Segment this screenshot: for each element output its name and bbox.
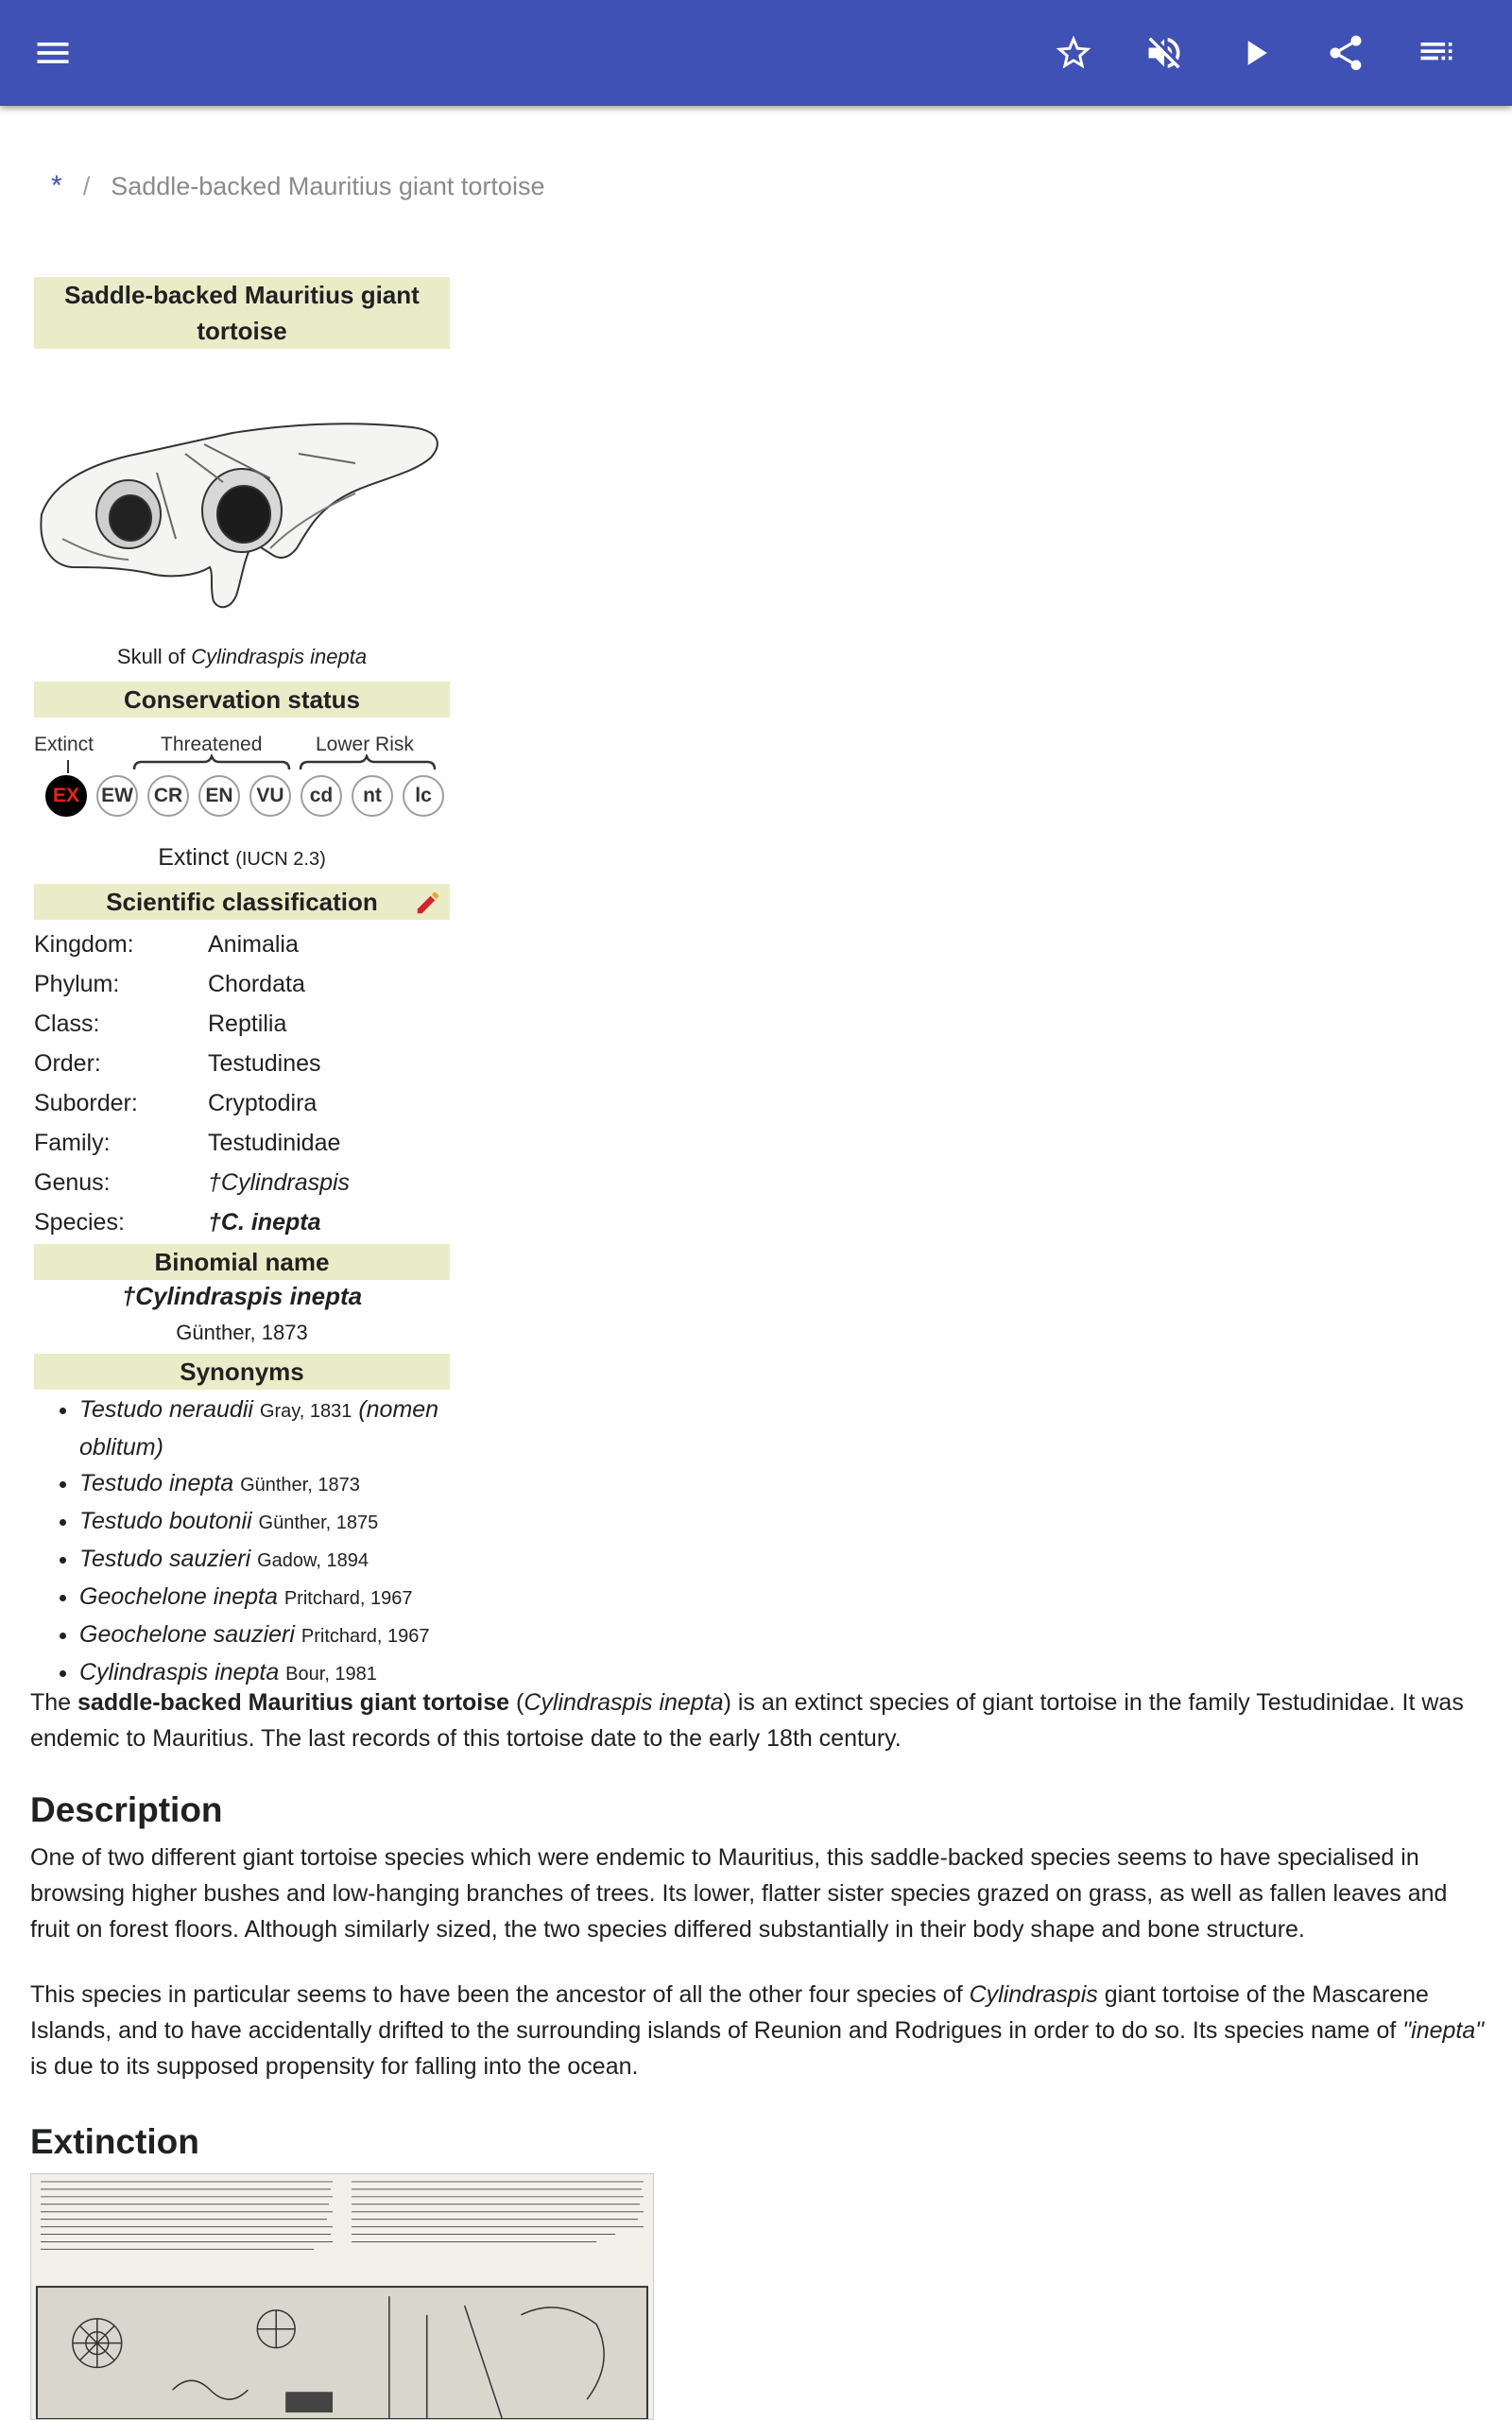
star-icon — [1053, 32, 1094, 74]
conservation-status-text — [34, 844, 450, 872]
intro-text: The — [30, 1689, 78, 1716]
app-bar — [0, 0, 1512, 106]
intro-paragraph — [30, 1685, 1486, 1756]
status-nt[interactable]: nt — [352, 775, 393, 817]
taxonomy-row-kingdom — [34, 925, 450, 964]
synonyms-header: Synonyms — [34, 1354, 450, 1390]
para-text: giant tortoise of the Mascarene Islands, and to have accidentally drifted to the surrounding islands of Reunion and Rodrigues in order to do so. Its species name of — [30, 1981, 1429, 2044]
conservation-status-header: Conservation status — [34, 682, 450, 717]
list-item — [79, 1465, 495, 1503]
caption-species: Cylindraspis inepta — [191, 645, 368, 668]
row-value-link[interactable]: Animalia — [208, 931, 299, 958]
synonym-authority: Pritchard, 1967 — [284, 1588, 413, 1609]
breadcrumb-separator: / — [82, 172, 91, 200]
taxonomy-row-class — [34, 1004, 450, 1044]
row-value-link[interactable]: Cryptodira — [208, 1090, 318, 1116]
synonym-authority: Günther, 1873 — [240, 1475, 360, 1495]
status-ew[interactable]: EW — [96, 775, 138, 817]
row-key: Family: — [34, 1130, 111, 1156]
share-icon — [1325, 32, 1366, 74]
taxonomy-row-order — [34, 1044, 450, 1083]
description-paragraph-1: One of two different giant tortoise species which were endemic to Mauritius, this saddle-backed species seems to have specialised in browsing higher bushes and low-hanging branches of trees. Its lower, flatter sister species grazed on grass, as well as fallen leaves and fruit on forest floors. Although similarly sized, the two species differed substantially in their body shape and bone structure. — [30, 1844, 1448, 1943]
binomial-header: Binomial name — [34, 1244, 450, 1280]
synonym-authority: Pritchard, 1967 — [301, 1626, 430, 1647]
synonym-authority: Gadow, 1894 — [257, 1550, 369, 1571]
para-text: This species in particular seems to have been the ancestor of all the other four species of — [30, 1981, 970, 2008]
row-key: Genus: — [34, 1169, 111, 1196]
breadcrumb-home-link[interactable]: * — [51, 170, 62, 201]
row-key: Suborder: — [34, 1090, 138, 1116]
synonym-name: Testudo sauzieri — [79, 1546, 251, 1572]
status-value: Extinct — [158, 844, 230, 871]
row-key: Order: — [34, 1050, 101, 1077]
breadcrumb-current: Saddle-backed Mauritius giant tortoise — [111, 172, 545, 200]
row-value-link[interactable]: Chordata — [208, 971, 305, 997]
taxonomy-row-suborder — [34, 1083, 450, 1123]
binomial-name: †Cylindraspis inepta — [121, 1282, 363, 1310]
image-caption — [34, 645, 450, 669]
row-key: Species: — [34, 1209, 125, 1236]
intro-bold-name: saddle-backed Mauritius giant tortoise — [77, 1689, 510, 1716]
synonym-note: (nomen oblitum) — [79, 1396, 439, 1461]
mute-button[interactable] — [1136, 25, 1193, 81]
synonym-name: Geochelone sauzieri — [79, 1621, 295, 1648]
row-value: †C. inepta — [208, 1209, 321, 1236]
play-button[interactable] — [1227, 25, 1283, 81]
intro-text: ) is an extinct species of giant tortoise in the family Testudinidae. It was endemic to Mauritius. The last records of this tortoise date to the early 18th century. — [30, 1689, 1464, 1752]
historical-woodcut-image[interactable] — [30, 2173, 654, 2420]
status-cr[interactable]: CR — [147, 775, 189, 817]
genus-link[interactable]: Cylindraspis — [969, 1981, 1098, 2008]
taxonomy-row-species — [34, 1202, 450, 1242]
playlist-icon — [1416, 32, 1457, 74]
section-heading-extinction: Extinction — [30, 2122, 199, 2161]
taxonomy-row-phylum — [34, 964, 450, 1004]
status-ex[interactable]: EX — [45, 775, 87, 817]
scale-brackets — [34, 754, 450, 777]
edit-pencil-icon[interactable] — [414, 889, 442, 917]
conservation-scale-labels — [34, 730, 450, 768]
row-key: Class: — [34, 1011, 100, 1037]
synonym-name: Testudo neraudii — [79, 1396, 253, 1423]
skull-image[interactable] — [34, 416, 450, 633]
volume-off-icon — [1143, 32, 1185, 74]
status-source-link[interactable]: (IUCN 2.3) — [235, 849, 326, 870]
breadcrumb — [51, 170, 544, 202]
synonym-name: Geochelone inepta — [79, 1583, 278, 1610]
label-threatened: Threatened — [161, 734, 263, 755]
bookmark-button[interactable] — [1045, 25, 1102, 81]
description-paragraph-2 — [30, 1977, 1486, 2084]
label-extinct: Extinct — [34, 734, 94, 755]
status-cd[interactable]: cd — [301, 775, 342, 817]
row-value-link[interactable]: Reptilia — [208, 1011, 287, 1037]
intro-text: ( — [509, 1689, 524, 1716]
taxonomy-row-family — [34, 1123, 450, 1163]
synonyms-list — [49, 1392, 495, 1692]
status-en[interactable]: EN — [198, 775, 240, 817]
synonym-authority: Gray, 1831 — [259, 1401, 352, 1422]
synonym-authority: Günther, 1875 — [258, 1512, 379, 1533]
list-item — [79, 1541, 495, 1579]
label-lower-risk: Lower Risk — [316, 734, 414, 755]
list-item — [79, 1503, 495, 1541]
row-value-link[interactable]: Testudinidae — [208, 1130, 341, 1156]
taxonomy-row-genus — [34, 1163, 450, 1202]
classification-header-label: Scientific classification — [106, 888, 378, 916]
row-key: Kingdom: — [34, 931, 134, 958]
row-key: Phylum: — [34, 971, 120, 997]
classification-header — [34, 884, 450, 920]
intro-italic-name: Cylindraspis inepta — [524, 1689, 724, 1716]
row-value-link[interactable]: †Cylindraspis — [208, 1169, 351, 1196]
synonym-name: Cylindraspis inepta — [79, 1659, 280, 1685]
synonym-authority: Bour, 1981 — [285, 1664, 377, 1685]
section-heading-description: Description — [30, 1790, 223, 1829]
para-text: is due to its supposed propensity for falling into the ocean. — [30, 2053, 639, 2080]
synonym-name: Testudo boutonii — [79, 1508, 252, 1534]
contents-button[interactable] — [1408, 25, 1465, 81]
synonym-name: Testudo inepta — [79, 1470, 234, 1496]
share-button[interactable] — [1317, 25, 1374, 81]
list-item — [79, 1392, 495, 1465]
menu-button[interactable] — [25, 25, 81, 81]
binomial-authority: Günther, 1873 — [176, 1321, 308, 1344]
play-icon — [1234, 32, 1276, 74]
status-vu[interactable]: VU — [249, 775, 291, 817]
row-value-link[interactable]: Testudines — [208, 1050, 321, 1077]
infobox-title: Saddle-backed Mauritius giant tortoise — [34, 277, 450, 349]
list-item — [79, 1579, 495, 1616]
infobox — [34, 277, 450, 349]
list-item — [79, 1616, 495, 1654]
caption-prefix: Skull of — [116, 645, 192, 668]
menu-icon — [32, 32, 74, 74]
status-lc[interactable]: lc — [403, 775, 444, 817]
species-epithet: "inepta" — [1402, 2017, 1485, 2044]
